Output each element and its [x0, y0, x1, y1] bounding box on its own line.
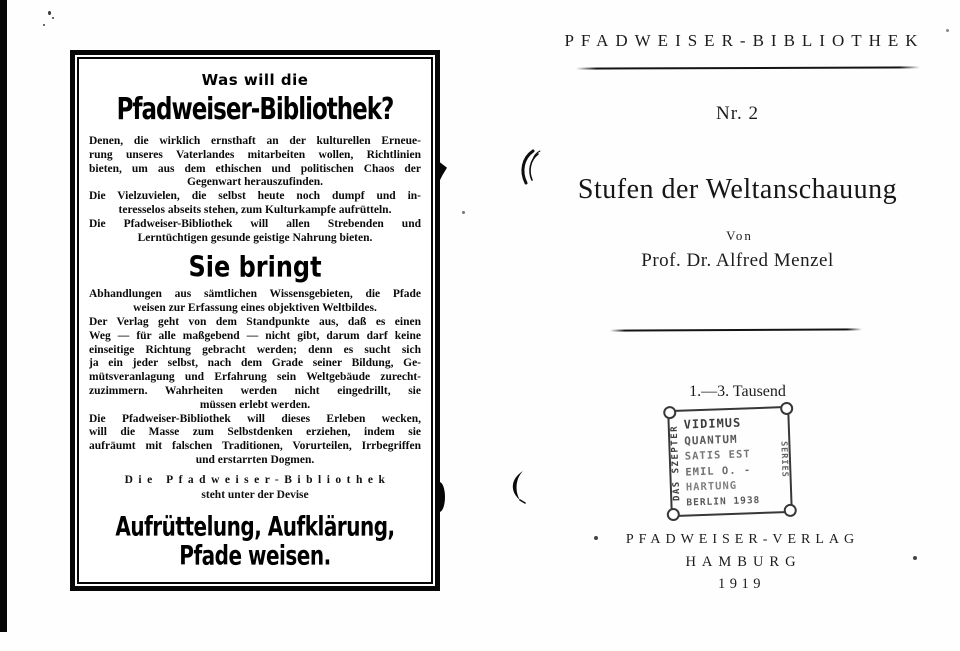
publisher-name: PFADWEISER-VERLAG [625, 532, 860, 547]
stamp-text-line: QUANTUM [684, 432, 738, 448]
ad-text-line: weisen zur Erfassung eines objektiven Weltbildes. [133, 302, 377, 315]
stamp-corner-ring [780, 402, 793, 415]
ad-text-line: Die Pfadweiser-Bibliothek will dieses Erleben wecken, [89, 412, 421, 425]
stamp-text-line: BERLIN 1938 [686, 494, 761, 509]
ad-text-line: müssen erlebt werden. [199, 398, 311, 411]
stamp-text-line: EMIL O. - [685, 463, 752, 479]
ownership-stamp [667, 406, 793, 517]
ad-text-line: aufräumt mit falschen Traditionen, Vorurteilen, Irrbegriffen [89, 440, 421, 453]
ad-text-line: Der Verlag geht von dem Standpunkte aus, daß es einen [89, 315, 421, 328]
stamp-center-column [680, 408, 781, 514]
stamp-corner-ring [667, 508, 680, 521]
ad-text-line: mütsveranlagung und Erfahrung sein Weltgebäude zurecht- [89, 371, 421, 384]
ad-text-line: Gegenwart herauszufinden. [186, 176, 324, 189]
ad-text-line: einseitige Richtung gebracht werden; denn es sucht sich [89, 343, 421, 356]
ad-text-line: Die Pfadweiser-Bibliothek will allen Strebenden und [89, 217, 421, 230]
ad-text-line: und erstarrten Dogmen. [195, 453, 315, 466]
stamp-text-line: HARTUNG [685, 479, 738, 494]
stamp-text-line: VIDIMUS [683, 415, 742, 432]
series-header: PFADWEISER-BIBLIOTHEK [564, 31, 925, 50]
byline-label: Von [726, 228, 753, 243]
ad-text-line: ja ein jeder selbst, nach dem Grade seiner Bildung, Ge- [89, 357, 421, 370]
publication-year: 1919 [718, 576, 765, 592]
ad-text-line: teresselos abseits stehen, zum Kulturkampfe aufrütteln. [118, 203, 392, 216]
ad-slogan-line: Pfade weisen. [179, 538, 331, 571]
publisher-city: HAMBURG [685, 554, 802, 570]
ad-kicker: Was will die [201, 71, 309, 89]
ad-motto-intro: steht unter der Devise [201, 488, 309, 501]
ad-text-line: Lerntüchtigen gesunde geistige Nahrung bieten. [137, 231, 373, 244]
scan-edge-artifact [0, 0, 7, 632]
stamp-text-line: SATIS EST [684, 448, 751, 463]
title-rule [610, 328, 862, 331]
ad-paragraphs-top [89, 135, 421, 245]
ad-subheading: Sie bringt [188, 250, 322, 285]
ad-text-line: bieten, um aus dem ethischen und politischen Chaos der [89, 162, 421, 175]
ink-speck [52, 17, 54, 19]
issue-number: Nr. 2 [716, 103, 759, 124]
ad-text-line: rung unseres Vaterlandes mitarbeiten wollen, Richtlinien [89, 148, 421, 161]
edition-note: 1.—3. Tausend [689, 383, 786, 400]
ink-speck [462, 211, 465, 214]
advertisement-box [70, 50, 440, 591]
ad-slogan-line: Aufrüttelung, Aufklärung, [115, 509, 395, 542]
ad-motto-intro-spaced: Die Pfadweiser-Bibliothek [124, 473, 391, 486]
advertisement-inner-frame [77, 57, 433, 584]
pen-crescent-mark-icon [505, 470, 531, 504]
ink-speck [48, 11, 51, 15]
ad-text-line: Weg — für alle maßgebend — nicht gibt, darum darf keine [89, 329, 421, 342]
stamp-right-text: SERIES [778, 441, 790, 479]
ad-text-line: zuzimmern. Wahrheiten werden nicht eingedrillt, sie [89, 384, 421, 397]
stamp-left-text: DAS SZEPTER [669, 425, 683, 502]
stamp-corner-ring [784, 504, 797, 517]
ad-text-line: Abhandlungen aus sämtlichen Wissensgebieten, die Pfade [89, 288, 421, 301]
ad-text-line: Die Vielzuvielen, die selbst heute noch dumpf und in- [89, 190, 421, 203]
ink-speck [43, 24, 45, 26]
author-name: Prof. Dr. Alfred Menzel [641, 250, 834, 271]
book-title: Stufen der Weltanschauung [577, 174, 898, 205]
ad-headline: Pfadweiser-Bibliothek? [116, 93, 394, 127]
ad-text-line: will die Masse zum Selbstdenken erziehen, indem sie [89, 426, 421, 439]
ad-text-line: Denen, die wirklich ernsthaft an der kulturellen Erneue- [89, 135, 421, 147]
header-rule [576, 66, 920, 69]
ad-paragraphs-bottom [89, 288, 421, 467]
